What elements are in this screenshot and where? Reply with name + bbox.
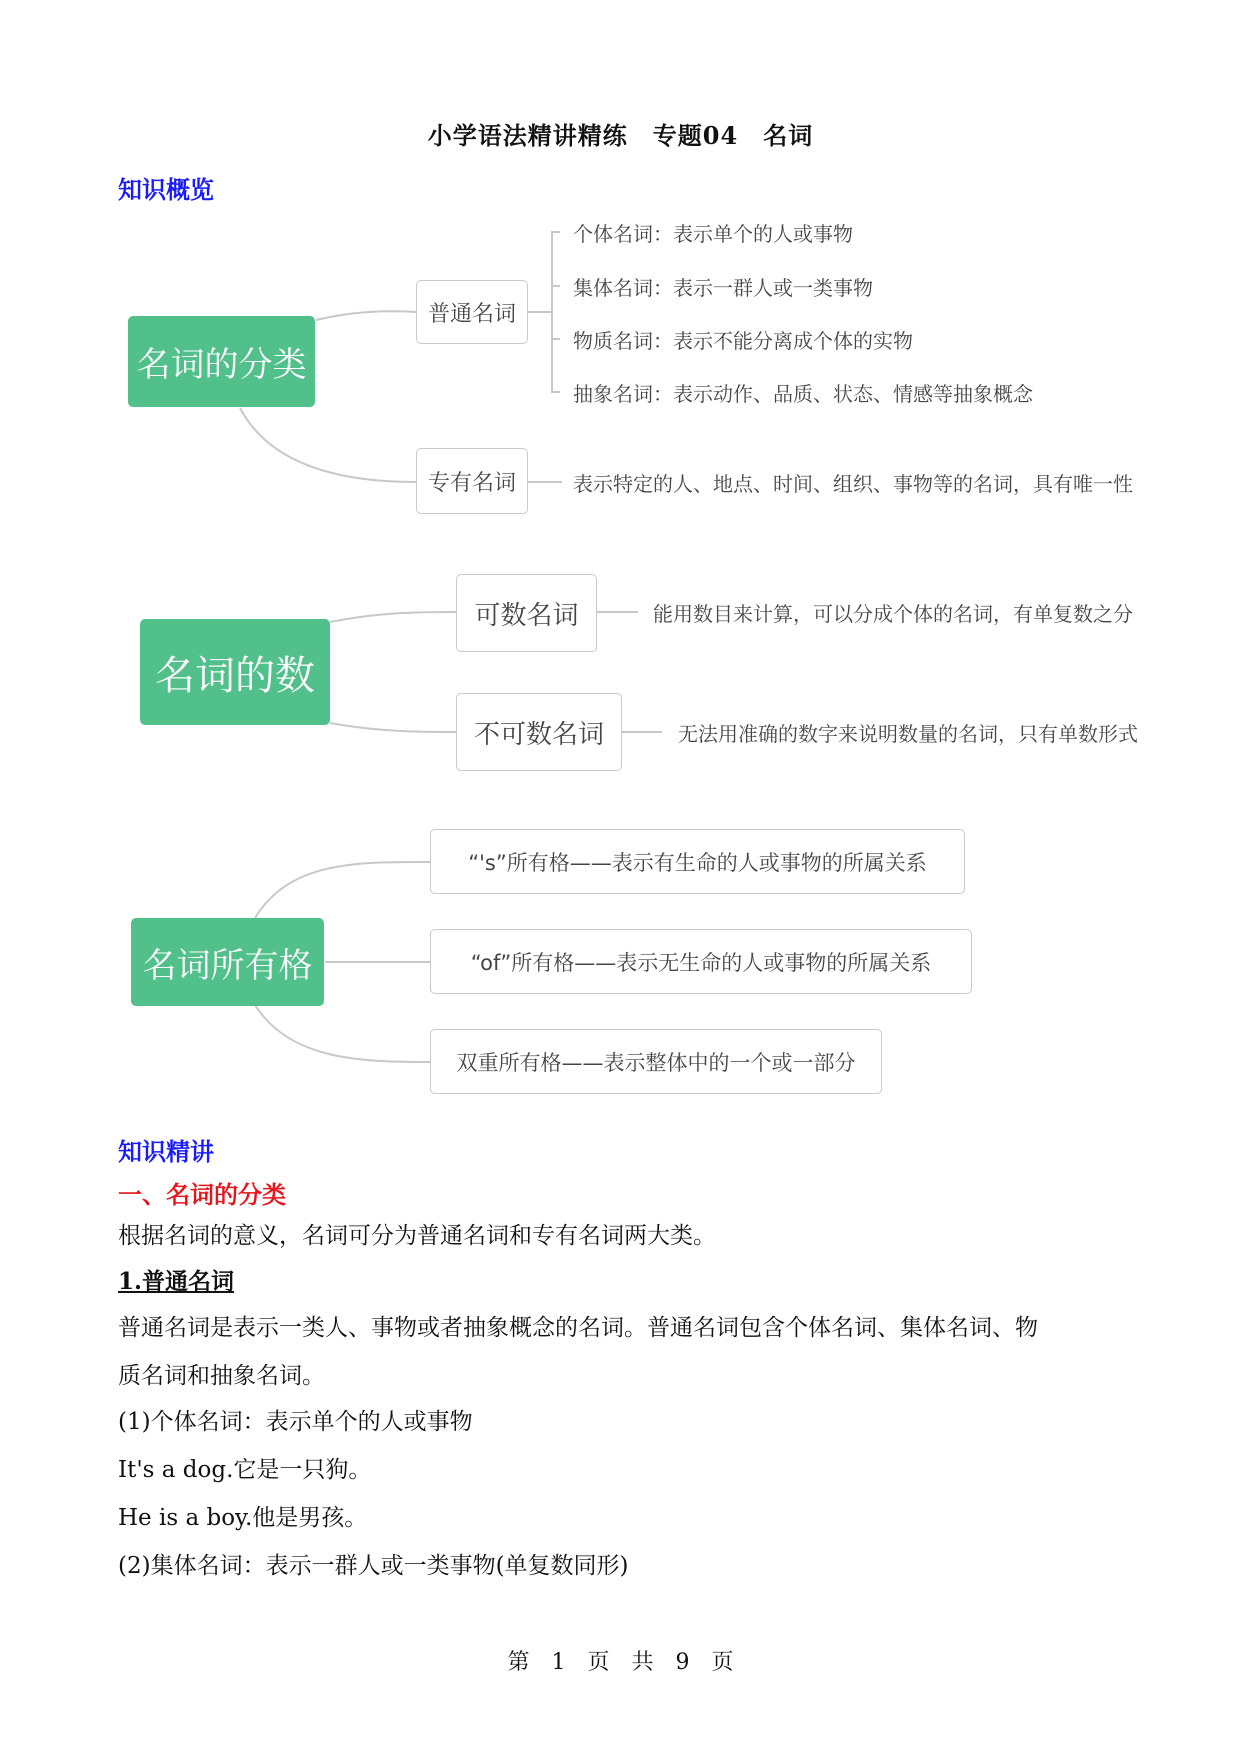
- mindmap3-item-of-possessive: “of”所有格——表示无生命的人或事物的所属关系: [430, 929, 972, 994]
- page-footer: 第 1 页 共 9 页: [507, 1650, 734, 1675]
- example1-text: It's a dog.它是一只狗。: [118, 1457, 372, 1483]
- item2-text: (2)集体名词：表示一群人或一类事物(单复数同形): [118, 1553, 629, 1579]
- mindmap2-uncountable-description: 无法用准确的数字来说明数量的名词，只有单数形式: [678, 722, 1138, 746]
- mindmap3-item-double-possessive: 双重所有格——表示整体中的一个或一部分: [430, 1029, 882, 1094]
- mindmap1-leaf-individual: 个体名词：表示单个的人或事物: [573, 222, 853, 246]
- mindmap2-branch-countable: 可数名词: [456, 574, 597, 652]
- mindmap1-branch-proper: 专有名词: [416, 448, 528, 514]
- example2-text: He is a boy.他是男孩。: [118, 1505, 368, 1531]
- mindmap2-branch-uncountable: 不可数名词: [456, 693, 622, 771]
- mindmap3-root-node: 名词所有格: [131, 918, 324, 1006]
- mindmap3-item-s-possessive: “'s”所有格——表示有生命的人或事物的所属关系: [430, 829, 965, 894]
- sub1-line1: 普通名词是表示一类人、事物或者抽象概念的名词。普通名词包含个体名词、集体名词、物: [118, 1315, 1038, 1341]
- mindmap1-leaf-abstract: 抽象名词：表示动作、品质、状态、情感等抽象概念: [573, 382, 1033, 406]
- document-title: 小学语法精讲精练 专题04 名词: [427, 121, 814, 150]
- mindmap1-branch-common: 普通名词: [416, 280, 528, 344]
- overview-heading: 知识概览: [118, 175, 214, 204]
- sub1-line2: 质名词和抽象名词。: [118, 1363, 325, 1389]
- section1-heading: 一、名词的分类: [118, 1180, 286, 1209]
- mindmap2-countable-description: 能用数目来计算，可以分成个体的名词，有单复数之分: [653, 602, 1133, 626]
- detail-heading: 知识精讲: [118, 1137, 214, 1166]
- mindmap2-root-node: 名词的数: [140, 619, 330, 725]
- section1-intro: 根据名词的意义，名词可分为普通名词和专有名词两大类。: [118, 1223, 716, 1249]
- sub1-heading: 1.普通名词: [118, 1268, 235, 1295]
- mindmap1-leaf-collective: 集体名词：表示一群人或一类事物: [573, 276, 873, 300]
- mindmap1-proper-description: 表示特定的人、地点、时间、组织、事物等的名词，具有唯一性: [573, 472, 1133, 496]
- mindmap1-leaf-material: 物质名词：表示不能分离成个体的实物: [573, 329, 913, 353]
- item1-text: (1)个体名词：表示单个的人或事物: [118, 1409, 473, 1435]
- mindmap1-root-node: 名词的分类: [128, 316, 315, 407]
